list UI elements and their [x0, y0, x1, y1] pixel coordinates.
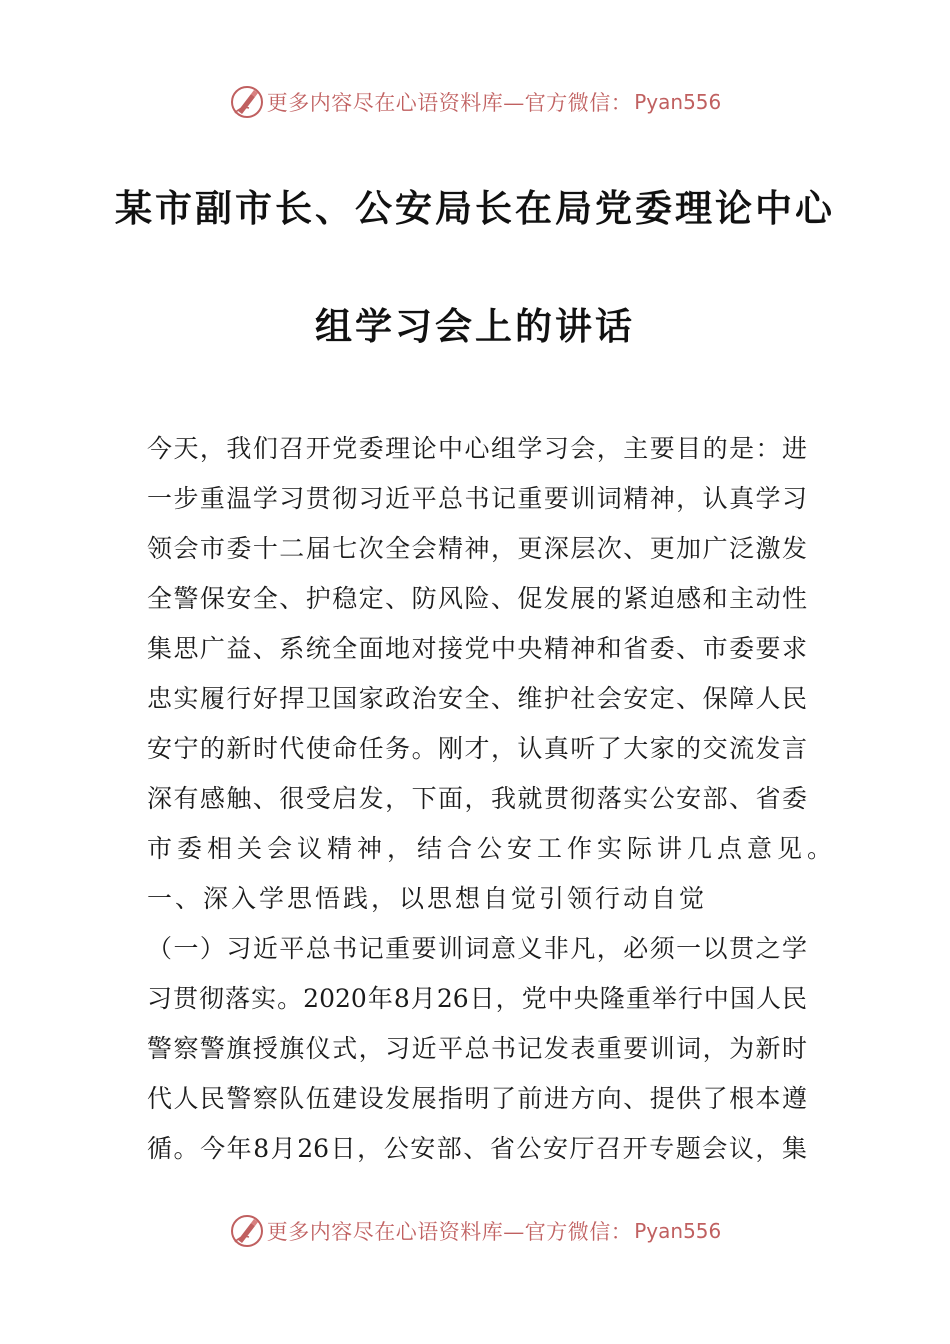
watermark-footer [0, 1211, 950, 1251]
body-line: 安宁的新时代使命任务。刚才，认真听了大家的交流发言 [147, 734, 807, 763]
body-line: 警察警旗授旗仪式，习近平总书记发表重要训词，为新时 [147, 1034, 807, 1063]
pen-logo-icon [229, 1213, 265, 1249]
watermark-text: 更多内容尽在心语资料库—官方微信： [266, 91, 633, 115]
body-line: 一步重温学习贯彻习近平总书记重要训词精神，认真学习 [147, 484, 807, 513]
watermark-wechat-id: Pyan556 [634, 90, 722, 114]
body-line: （一）习近平总书记重要训词意义非凡，必须一以贯之学 [147, 934, 807, 963]
body-line: 市委相关会议精神，结合公安工作实际讲几点意见。 [147, 834, 838, 863]
body-line: 深有感触、很受启发，下面，我就贯彻落实公安部、省委 [147, 784, 807, 813]
body-line: 全警保安全、护稳定、防风险、促发展的紧迫感和主动性 [147, 584, 807, 613]
body-line: 习贯彻落实。2020年8月26日，党中央隆重举行中国人民 [147, 984, 807, 1013]
body-line: 集思广益、系统全面地对接党中央精神和省委、市委要求 [147, 634, 807, 663]
body-line: 忠实履行好捍卫国家政治安全、维护社会安定、保障人民 [147, 684, 807, 713]
watermark-text: 更多内容尽在心语资料库—官方微信： [266, 1220, 633, 1244]
watermark-wechat-id: Pyan556 [634, 1219, 722, 1243]
body-line: 今天，我们召开党委理论中心组学习会，主要目的是：进 [147, 434, 807, 463]
title-line-2: 组学习会上的讲话 [315, 305, 635, 348]
body-line: 循。今年8月26日，公安部、省公安厅召开专题会议，集 [147, 1134, 807, 1163]
watermark-header [0, 82, 950, 122]
body-line: 代人民警察队伍建设发展指明了前进方向、提供了根本遵 [147, 1084, 807, 1113]
title-line-1: 某市副市长、公安局长在局党委理论中心 [115, 187, 835, 230]
pen-logo-icon [229, 84, 265, 120]
section-heading: 一、深入学思悟践，以思想自觉引领行动自觉 [147, 884, 708, 913]
body-line: 领会市委十二届七次全会精神，更深层次、更加广泛激发 [147, 534, 807, 563]
